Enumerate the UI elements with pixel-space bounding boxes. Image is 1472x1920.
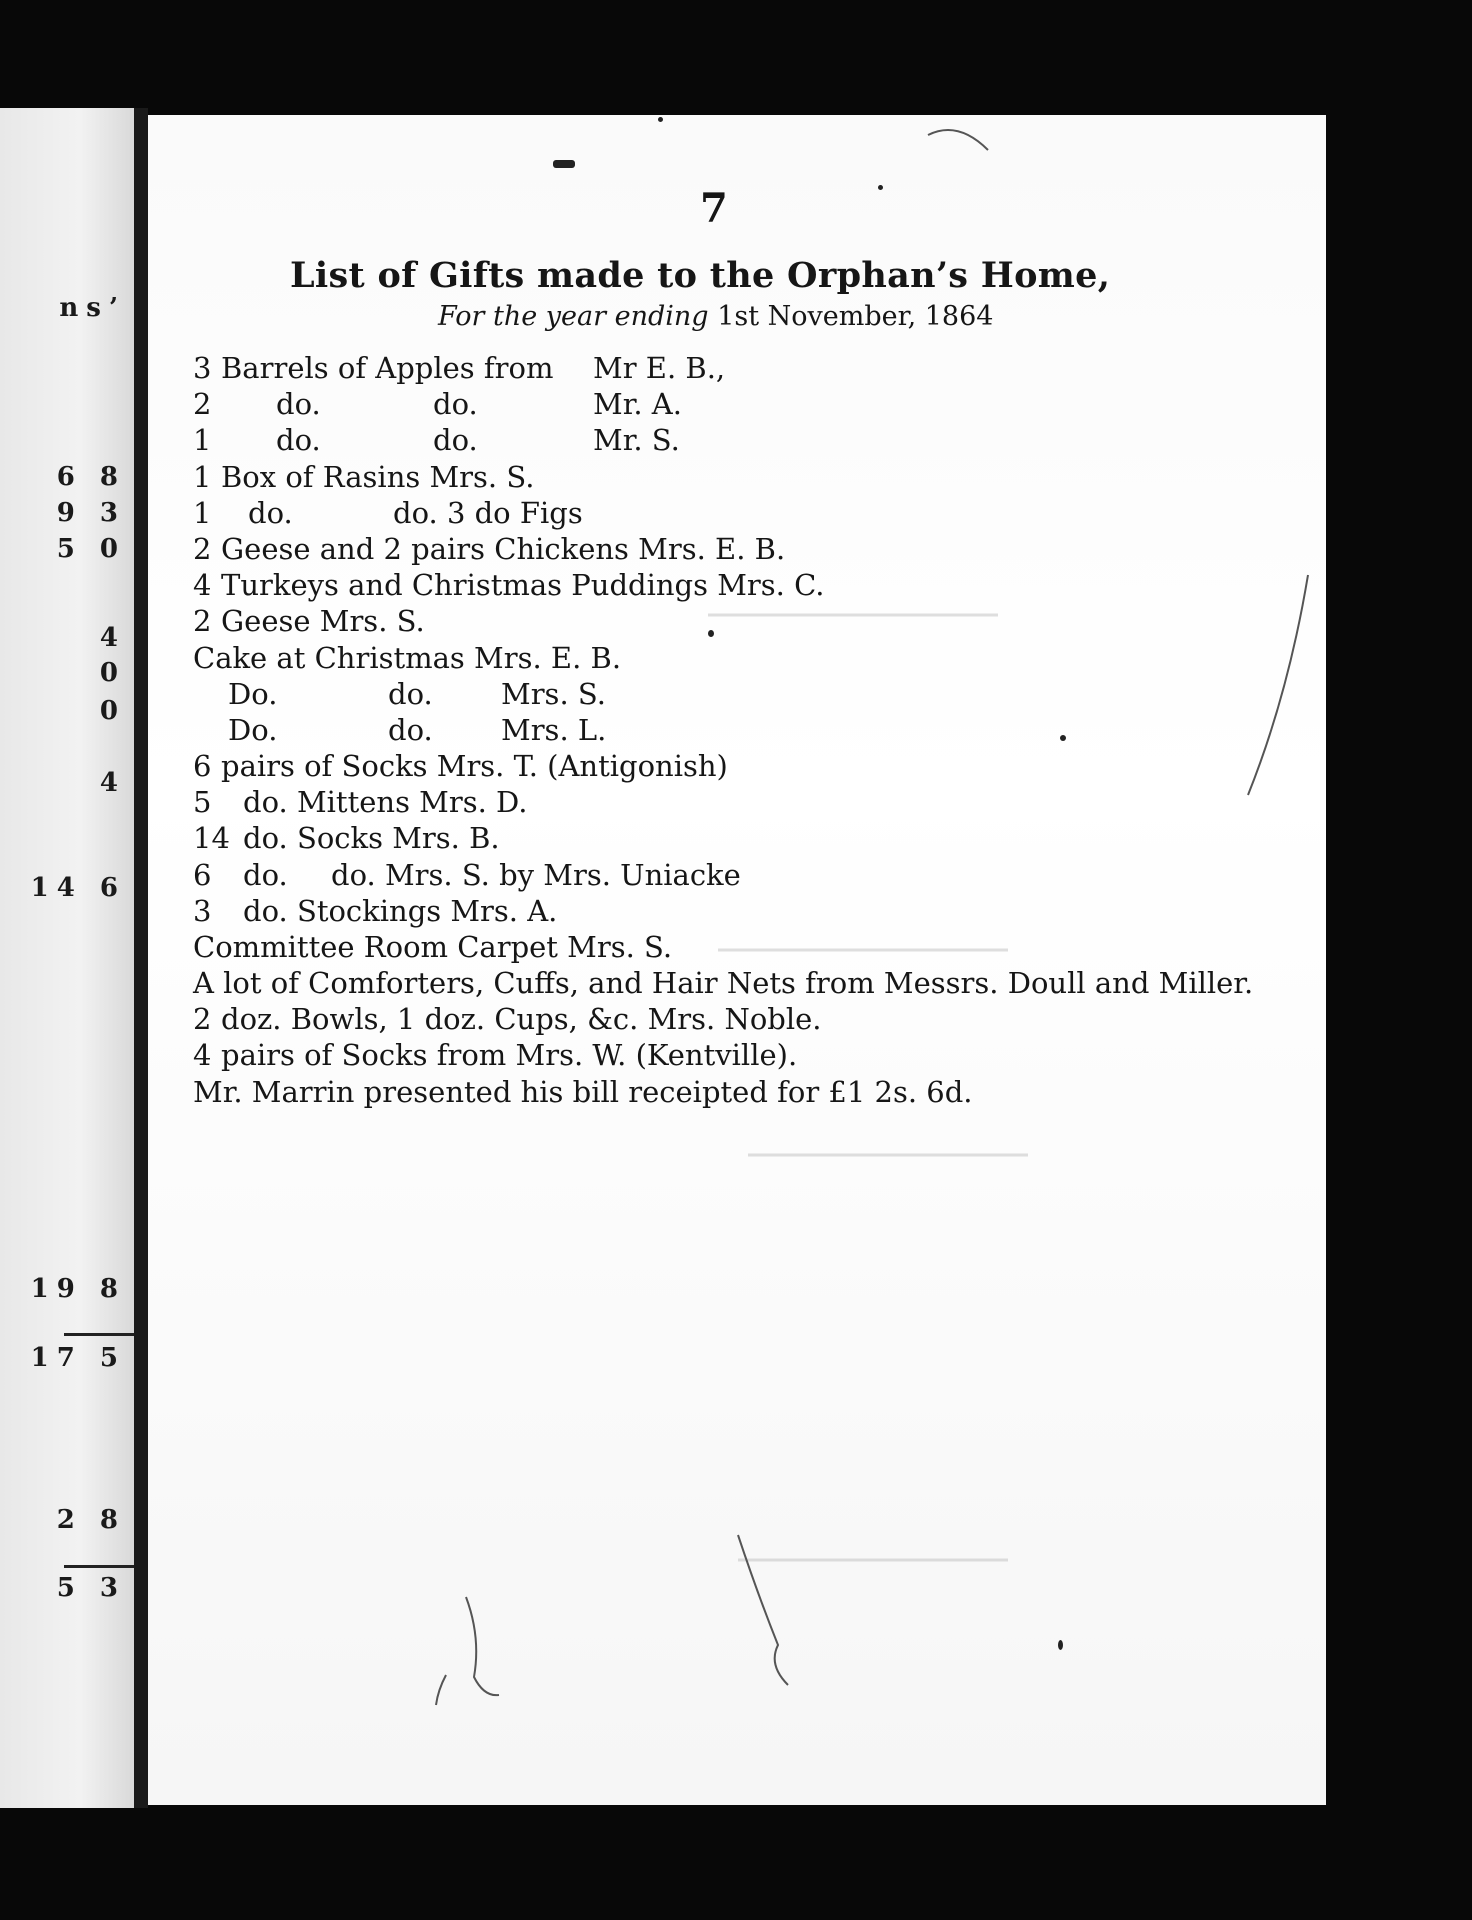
gift-entry bbox=[193, 748, 1313, 784]
gift-donor: Mrs. S. bbox=[501, 676, 606, 711]
gift-quantity: 1 bbox=[193, 423, 212, 458]
gift-entry bbox=[193, 784, 1313, 820]
left-page-fragment: 5 0 bbox=[56, 534, 126, 564]
gift-entry bbox=[193, 712, 1313, 748]
gift-entry bbox=[193, 640, 1313, 676]
gift-entry bbox=[193, 929, 1313, 965]
gift-text: do. bbox=[243, 857, 288, 892]
gift-text: do. Mittens Mrs. D. bbox=[243, 785, 528, 820]
gift-text: do. Mrs. S. by Mrs. Uniacke bbox=[331, 857, 741, 892]
gift-quantity: 1 bbox=[193, 459, 212, 494]
gift-entry bbox=[193, 459, 1313, 495]
left-page-fragment: 2 8 bbox=[56, 1505, 126, 1535]
gift-quantity: 6 bbox=[193, 857, 212, 892]
left-page-fragment: 6 8 bbox=[56, 462, 126, 492]
gift-text: Barrels of Apples from bbox=[221, 351, 554, 385]
left-page-fragment: 14 6 bbox=[30, 873, 126, 903]
page-subtitle bbox=[438, 301, 993, 332]
left-page-fragment: 0 bbox=[99, 696, 126, 726]
gift-entry bbox=[193, 1074, 1313, 1110]
gift-quantity: 2 bbox=[193, 1002, 212, 1037]
left-page-fragment: 4 bbox=[99, 768, 126, 798]
gift-text: Turkeys and Christmas Puddings Mrs. C. bbox=[221, 568, 825, 603]
gift-text: do. bbox=[433, 423, 478, 458]
gift-quantity: 3 bbox=[193, 893, 212, 928]
gift-quantity: 4 bbox=[193, 1038, 212, 1073]
gifts-list bbox=[193, 350, 1313, 1110]
left-page-fragment: 4 bbox=[99, 623, 126, 653]
ink-speck bbox=[1058, 1640, 1063, 1650]
gift-donor: Mr. S. bbox=[593, 423, 680, 458]
gift-entry bbox=[193, 1001, 1313, 1037]
document-page bbox=[148, 115, 1326, 1805]
gift-entry bbox=[193, 820, 1313, 856]
ink-speck bbox=[553, 160, 575, 168]
gift-quantity: 2 bbox=[193, 531, 212, 566]
gift-text: Cake at Christmas Mrs. E. B. bbox=[193, 640, 622, 675]
gift-donor: Mr. A. bbox=[593, 387, 682, 422]
gift-entry bbox=[193, 422, 1313, 458]
gift-text: do. bbox=[248, 495, 293, 530]
gift-text: Mr. Marrin presented his bill receipted for £1 2s. 6d. bbox=[193, 1074, 973, 1109]
gift-text: do. bbox=[388, 712, 433, 747]
left-page-fragment: 17 5 bbox=[30, 1343, 126, 1373]
gift-entry bbox=[193, 676, 1313, 712]
gift-text: pairs of Socks Mrs. T. (Antigonish) bbox=[221, 749, 728, 784]
gift-quantity: 14 bbox=[193, 821, 230, 856]
gift-entry bbox=[193, 531, 1313, 567]
gift-text: pairs of Socks from Mrs. W. (Kentville). bbox=[221, 1038, 798, 1073]
left-page-fragment: 9 3 bbox=[56, 498, 126, 528]
ink-speck bbox=[878, 185, 883, 190]
subtitle-date: 1st November, 1864 bbox=[717, 301, 994, 332]
ink-speck bbox=[658, 117, 663, 122]
gift-entry bbox=[193, 386, 1313, 422]
gift-quantity: 4 bbox=[193, 568, 212, 603]
gift-quantity: 3 bbox=[193, 351, 212, 385]
gift-donor: Mr E. B., bbox=[593, 351, 726, 385]
page-title: List of Gifts made to the Orphan’s Home, bbox=[290, 255, 1111, 296]
gift-text: do. bbox=[433, 387, 478, 422]
gift-text: Geese Mrs. S. bbox=[221, 604, 425, 639]
gift-text: do. bbox=[276, 387, 321, 422]
left-page-rule bbox=[64, 1565, 134, 1568]
gift-text: do. Socks Mrs. B. bbox=[243, 821, 500, 856]
book-gutter bbox=[134, 108, 148, 1808]
gift-text: do. bbox=[388, 676, 433, 711]
gift-text: A lot of Comforters, Cuffs, and Hair Nets from Messrs. Doull and Miller. bbox=[193, 966, 1254, 1001]
gift-entry bbox=[193, 350, 1313, 386]
gift-text: do. Stockings Mrs. A. bbox=[243, 893, 558, 928]
gift-text: Geese and 2 pairs Chickens Mrs. E. B. bbox=[221, 531, 786, 566]
gift-entry bbox=[193, 893, 1313, 929]
gift-text: Box of Rasins Mrs. S. bbox=[221, 459, 535, 494]
left-page-fragment: ns’ bbox=[59, 293, 126, 323]
gift-entry bbox=[193, 965, 1313, 1001]
subtitle-italic: For the year ending bbox=[438, 301, 709, 332]
gift-entry bbox=[193, 857, 1313, 893]
left-page-fragment: 0 bbox=[99, 658, 126, 688]
gift-quantity: 2 bbox=[193, 604, 212, 639]
gift-quantity: 1 bbox=[193, 495, 212, 530]
gift-text: do. bbox=[276, 423, 321, 458]
gift-quantity: 6 bbox=[193, 749, 212, 784]
gift-entry bbox=[193, 495, 1313, 531]
gift-quantity: 2 bbox=[193, 387, 212, 422]
gift-entry bbox=[193, 1037, 1313, 1073]
gift-donor: Mrs. L. bbox=[501, 712, 607, 747]
left-page-fragment: 5 3 bbox=[56, 1573, 126, 1603]
adjacent-left-page bbox=[0, 108, 134, 1808]
gift-quantity: 5 bbox=[193, 785, 212, 820]
gift-text: Do. bbox=[228, 676, 278, 711]
left-page-rule bbox=[64, 1333, 134, 1336]
gift-entry bbox=[193, 603, 1313, 639]
gift-text: do. 3 do Figs bbox=[393, 495, 583, 530]
gift-text: doz. Bowls, 1 doz. Cups, &c. Mrs. Noble. bbox=[221, 1002, 822, 1037]
gift-text: Do. bbox=[228, 712, 278, 747]
gift-text: Committee Room Carpet Mrs. S. bbox=[193, 930, 673, 964]
gift-entry bbox=[193, 567, 1313, 603]
page-number: 7 bbox=[700, 185, 728, 232]
left-page-fragment: 19 8 bbox=[30, 1274, 126, 1304]
